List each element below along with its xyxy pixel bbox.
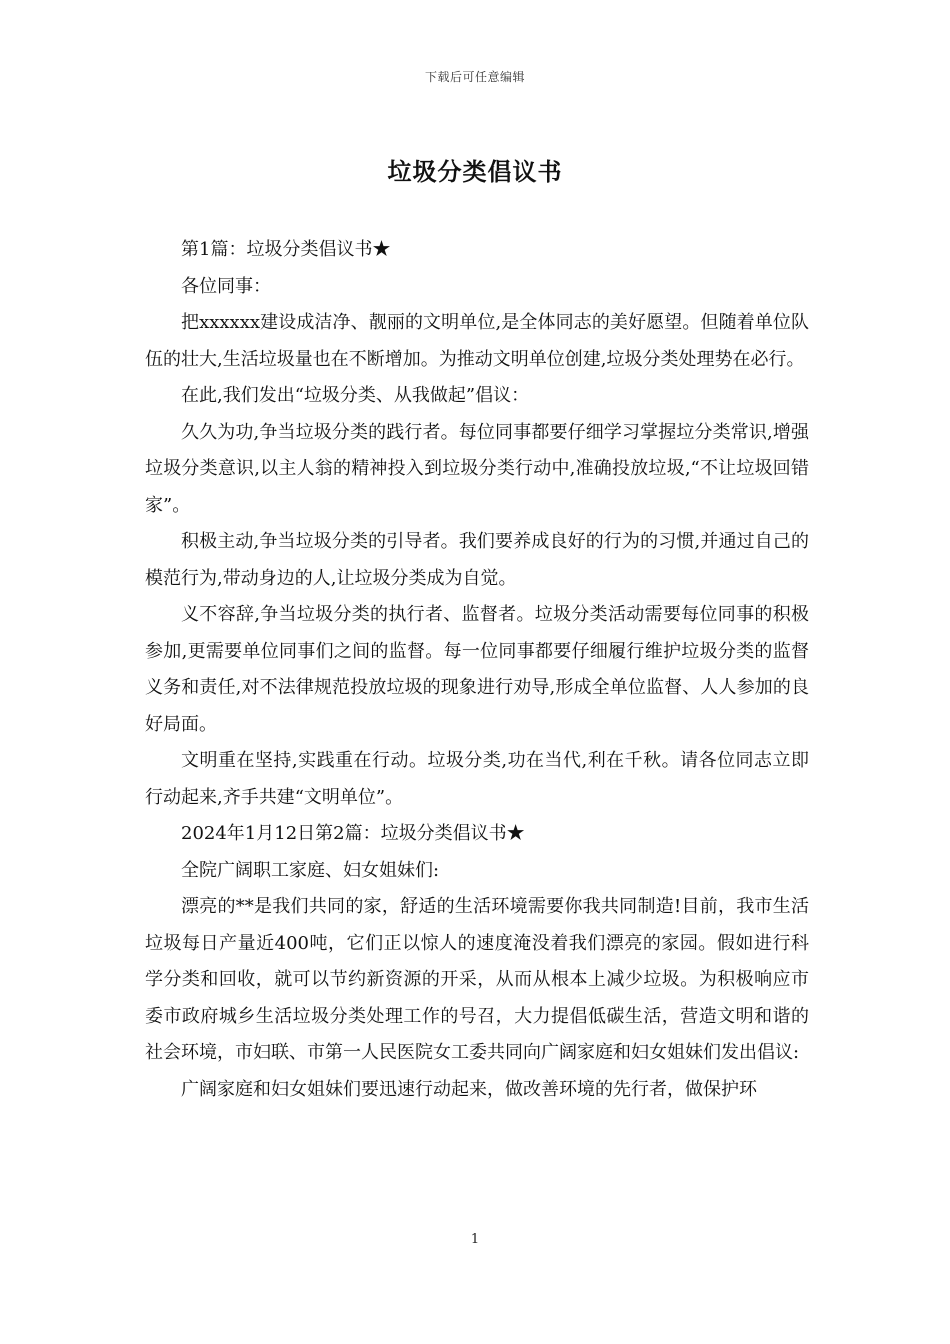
paragraph-section-1-heading: 第1篇：垃圾分类倡议书★ bbox=[181, 239, 391, 260]
header-note: 下载后可任意编辑 bbox=[424, 70, 525, 84]
paragraph: 文明重在坚持,实践重在行动。垃圾分类,功在当代,利在千秋。请各位同志立即行动起来,齐手共建“文明单位”。 bbox=[145, 750, 809, 808]
paragraph-section-2-heading: 2024年1月12日第2篇：垃圾分类倡议书★ bbox=[181, 823, 525, 844]
page-number: 1 bbox=[470, 1232, 480, 1247]
paragraph-salutation-1: 各位同事： bbox=[181, 275, 271, 297]
paragraph: 久久为功,争当垃圾分类的践行者。每位同事都要仔细学习掌握垃分类常识,增强垃圾分类意识,以主人翁的精神投入到垃圾分类行动中,准确投放垃圾,“不让垃圾回错家”。 bbox=[145, 421, 809, 516]
paragraph: 把xxxxxx建设成洁净、靓丽的文明单位,是全体同志的美好愿望。但随着单位队伍的壮大,生活垃圾量也在不断增加。为推动文明单位创建,垃圾分类处理势在必行。 bbox=[145, 312, 809, 370]
document-title: 垃圾分类倡议书 bbox=[387, 157, 563, 186]
paragraph: 在此,我们发出“垃圾分类、从我做起”倡议： bbox=[181, 385, 530, 406]
document-body bbox=[145, 232, 809, 1108]
paragraph: 广阔家庭和妇女姐妹们要迅速行动起来，做改善环境的先行者，做保护环 bbox=[181, 1078, 757, 1100]
paragraph: 漂亮的**是我们共同的家，舒适的生活环境需要你我共同制造!目前，我市生活垃圾每日产量近400吨，它们正以惊人的速度淹没着我们漂亮的家园。假如进行科学分类和回收，就可以节约新资源的开采，从而从根本上减少垃圾。为积极响应市委市政府城乡生活垃圾分类处理工作的号召，大力提倡低碳生活，营造文明和谐的社会环境，市妇联、市第一人民医院女工委共同向广阔家庭和妇女姐妹们发出倡议: bbox=[145, 896, 809, 1063]
paragraph: 义不容辞,争当垃圾分类的执行者、监督者。垃圾分类活动需要每位同事的积极参加,更需要单位同事们之间的监督。每一位同事都要仔细履行维护垃圾分类的监督义务和责任,对不法律规范投放垃圾的现象进行劝导,形成全单位监督、人人参加的良好局面。 bbox=[145, 604, 809, 735]
paragraph-salutation-2: 全院广阔职工家庭、妇女姐妹们: bbox=[181, 859, 440, 881]
paragraph: 积极主动,争当垃圾分类的引导者。我们要养成良好的行为的习惯,并通过自己的模范行为,带动身边的人,让垃圾分类成为自觉。 bbox=[145, 531, 809, 589]
